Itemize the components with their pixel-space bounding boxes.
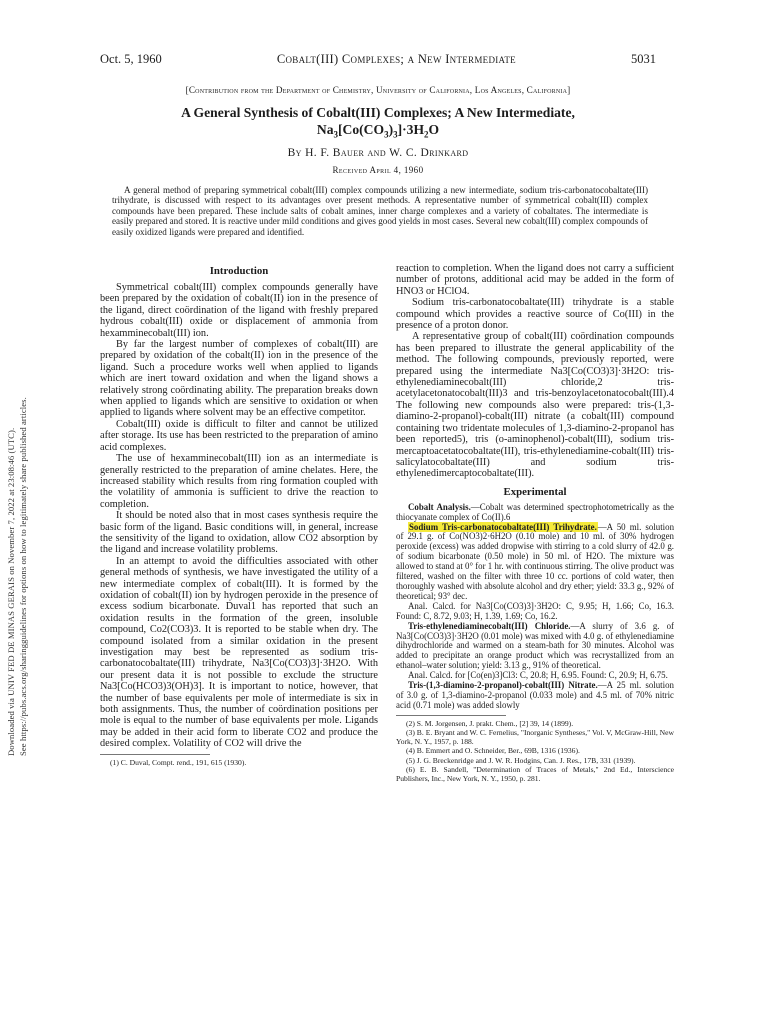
issue-date: Oct. 5, 1960 [100, 52, 162, 66]
download-notice-sidebar [2, 280, 42, 760]
footnote: (4) B. Emmert and O. Schneider, Ber., 69B, 1316 (1936). [406, 746, 580, 756]
intro-paragraph: Cobalt(III) oxide is difficult to filter and cannot be utilized after storage. Its use has been restricted to the preparation of amino acid complexes. [100, 418, 378, 453]
exp-text: —Cobalt was determined spectrophotometrically as the thiocyanate complex of Co(II).6 [396, 501, 674, 522]
article-title [100, 104, 656, 144]
title-line-2: $Na_3[Co(CO_3)_3]\cdot 3H_2O$ [316, 122, 440, 140]
experimental-heading: Experimental [503, 485, 567, 498]
footnote: (3) B. E. Bryant and W. C. Fernelius, "Inorganic Syntheses," Vol. V, McGraw-Hill, New York, N. Y., 1957, p. 188. [396, 727, 674, 747]
highlighted-subheading: Sodium Tris-carbonatocobaltate(III) Trihydrate. [409, 521, 597, 532]
footnote: (5) J. G. Breckenridge and J. W. R. Hodgins, Can. J. Res., 17B, 331 (1939). [406, 755, 636, 765]
experimental-paragraph [396, 523, 674, 602]
experimental-paragraph [396, 622, 674, 672]
running-title: Cobalt(III) Complexes; a New Intermediate [276, 52, 516, 66]
running-header [100, 52, 656, 67]
introduction-heading: Introduction [209, 265, 269, 277]
experimental-paragraph [396, 681, 674, 711]
intro-paragraph: Symmetrical cobalt(III) complex compounds generally have been prepared by the oxidation of cobalt(II) ion in the presence of the ligand, direct coördination of the ligand with freshly prepared hydrous cobalt(III) oxide or displacement of ammonia from hexamminecobalt(III) ion. [100, 282, 378, 339]
analysis-line: Anal. Calcd. for Na3[Co(CO3)3]·3H2O: C, 9.95; H, 1.66; Co, 16.3. Found: C, 8.72, 9.03; H, 1.39, 1.69; Co, 16.2. [396, 600, 674, 621]
footnote: (6) E. B. Sandell, "Determination of Traces of Metals," 2nd Ed., Interscience Publishers, Inc., New York, N. Y., 1950, p. 281. [396, 764, 674, 783]
left-column [100, 263, 378, 767]
analysis-line: Anal. Calcd. for [Co(en)3]Cl3: C, 20.8; H, 6.95. Found: C, 20.9; H, 6.75. [408, 670, 668, 681]
footnote-rule [396, 715, 506, 716]
exp-subheading: Tris-ethylenediaminecobalt(III) Chloride. [408, 620, 571, 631]
abstract: A general method of preparing symmetrical cobalt(III) complex compounds utilizing a new intermediate, sodium tris-carbonatocobaltate(III) trihydrate, is discussed with respect to its advantages over present methods. A representative number of symmetrical cobalt(III) complex compounds have been prepared. These include salts of cobalt amines, inner charge complexes and a variety of cobaltates. The intermediate is easily prepared and stored. It is reactive under mild conditions and gives good yields in most cases. Several new cobalt(III) complex compounds of easily oxidized ligands were prepared and identified. [112, 185, 648, 237]
exp-subheading: Tris-(1,3-diamino-2-propanol)-cobalt(III) Nitrate. [408, 680, 598, 691]
sharing-guidelines-line: See https://pubs.acs.org/sharingguidelines for options on how to legitimately share published articles. [18, 397, 28, 756]
footnote: (2) S. M. Jorgensen, J. prakt. Chem., [2] 39, 14 (1899). [406, 718, 574, 728]
body-paragraph: reaction to completion. When the ligand does not carry a sufficient number of protons, additional acid may be added in the form of HNO3 or HClO4. [396, 263, 674, 297]
title-line-1: A General Synthesis of Cobalt(III) Complexes; A New Intermediate, [181, 105, 575, 120]
contribution-line: [Contribution from the Department of Chemistry, University of California, Los Angeles, California] [185, 85, 571, 95]
authors: By H. F. Bauer and W. C. Drinkard [287, 147, 469, 159]
exp-text: —A 25 ml. solution of 3.0 g. of 1,3-diamino-2-propanol (0.033 mole) and 4.5 ml. of 70% nitric acid (0.71 mole) was added slowly [396, 680, 674, 710]
body-paragraph: Sodium tris-carbonatocobaltate(III) trihydrate is a stable compound which provides a reactive source of Co(III) in the presence of a proton donor. [396, 297, 674, 332]
download-notice-line: Downloaded via UNIV FED DE MINAS GERAIS on November 7, 2022 at 23:08:46 (UTC). [6, 427, 16, 756]
page-number: 5031 [630, 52, 656, 66]
footnote: (1) C. Duval, Compt. rend., 191, 615 (1930). [110, 757, 247, 767]
received-date: Received April 4, 1960 [332, 165, 424, 175]
exp-subheading: Cobalt Analysis. [408, 501, 471, 512]
footnote-rule [100, 754, 210, 755]
intro-paragraph: By far the largest number of complexes of cobalt(III) are prepared by oxidation of the cobalt(II) ion in the presence of the ligand. Such a procedure works well when applied to ligands which are inert toward oxidation and when the ligand shows a relatively strong coördinating ability. The preparation breaks down when applied to ligands which are sensitive to oxidation or when applied to ligands where solvent may be an effective competitor. [100, 339, 378, 419]
intro-paragraph: In an attempt to avoid the difficulties associated with other general methods of synthesis, we have investigated the utility of a new intermediate complex of cobalt(III). It is formed by the oxidation of cobalt(II) ion by hydrogen peroxide in the presence of excess sodium bicarbonate. Duval1 has reported that such an oxidation results in the formation of the green, insoluble compound, Co2(CO3)3. It is reported to be stable when dry. The compound isolated from a similar oxidation in the present investigation may best be represented as sodium tris-carbonatocobaltate(III) trihydrate, Na3[Co(CO3)3]·3H2O. With our present data it is not possible to exclude the structure Na3[Co(HCO3)3(OH)3]. It is important to notice, however, that the number of base equivalents per mole of intermediate is six in both assignments. Thus, the number of coördination positions per mole is equal to the number of base equivalents per mole. Ligands may be added in their acid form to liberate CO2 and produce the desired complex. Volatility of CO2 will drive the [100, 555, 378, 750]
intro-paragraph: The use of hexamminecobalt(III) ion as an intermediate is generally restricted to the preparation of amine chelates. Here, the increased stability which results from ring formation coupled with the volatility of ammonia is sufficient to drive the reaction to completion. [100, 453, 378, 510]
exp-text: —A slurry of 3.6 g. of Na3[Co(CO3)3]·3H2O (0.01 mole) was mixed with 4.0 g. of ethylenediamine dihydrochloride and warmed on a steam-bath for 30 minutes. Alcohol was added to precipitate an orange product which was recrystallized from an ethanol–water solution; yield: 3.13 g., 91% of theoretical. [396, 620, 674, 671]
exp-text: —A 50 ml. solution of 29.1 g. of Co(NO3)2·6H2O (0.10 mole) and 10 ml. of 30% hydrogen peroxide (excess) was added dropwise with stirring to a cold slurry of 42.0 g. of sodium bicarbonate (0.50 mole) in 50 ml. of H2O. The mixture was allowed to stand at 0° for 1 hr. with continuous stirring. The olive product was filtered, washed on the filter with three 10 cc. portions of cold water, then thoroughly washed with absolute alcohol and dry ether; yield: 33.3 g., 92% of theoretical; 93° dec. [396, 521, 675, 601]
intro-paragraph: It should be noted also that in most cases synthesis require the basic form of the ligand. Basic conditions will, in general, increase the sensitivity of the ligand to oxidation, allow CO2 absorption by the ligand and increase volatility problems. [100, 510, 378, 556]
right-column [396, 263, 674, 783]
experimental-paragraph [396, 503, 674, 523]
body-paragraph: A representative group of cobalt(III) coördination compounds has been prepared to illustrate the general applicability of the method. The following compounds, previously reported, were prepared using the intermediate Na3[Co(CO3)3]·3H2O: tris-ethylenediaminecobalt(III) chloride,2 tris-acetylacetonatocobalt(III)3 and tris-benzoylacetonatocobalt(III).4 The following new compounds also were prepared: tris-(1,3-diamino-2-propanol)-cobalt(III) nitrate (a cobalt(III) compound containing two tridentate molecules of 1,3-diamino-2-propanol has been reported5), tris (o-aminophenol)-cobalt(III), sodium tris-mercaptoacetatocobaltate(III), tris-ethylenediamine-cobalt(III) tris-salicylatocobaltate(III) and sodium tris-ethylenedimercaptocobaltate(III). [396, 331, 674, 480]
